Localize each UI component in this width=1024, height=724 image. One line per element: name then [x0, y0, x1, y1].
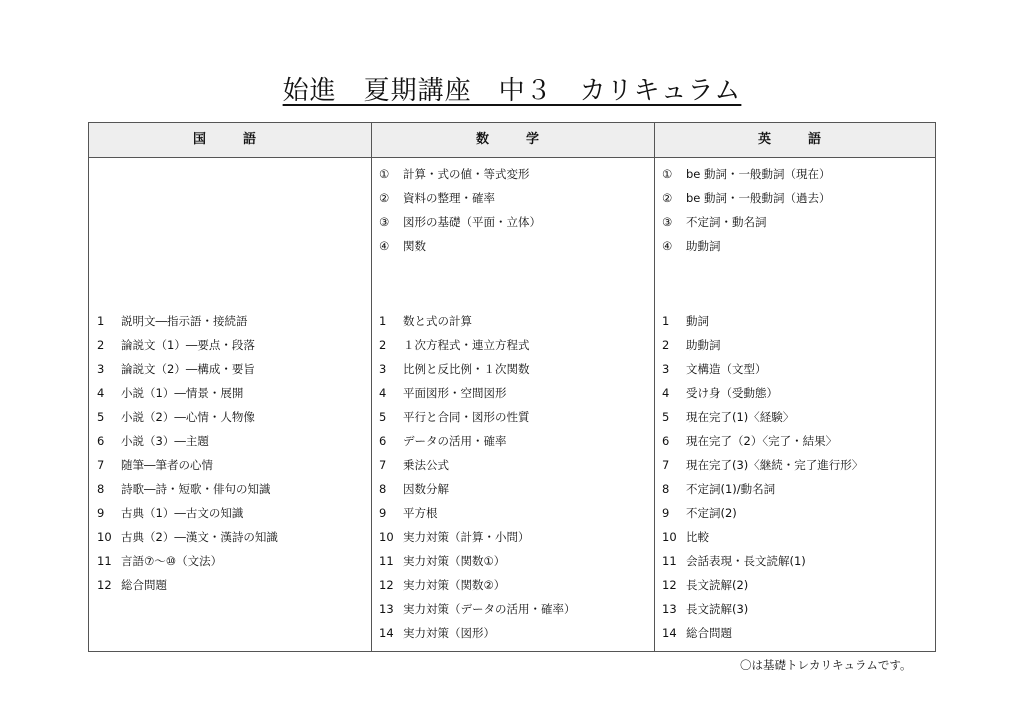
item-text: 総合問題 — [686, 626, 732, 640]
math-basic-item — [379, 186, 495, 210]
item-number: 13 — [662, 602, 677, 616]
item-text: 平行と合同・図形の性質 — [403, 410, 530, 424]
item-text: 因数分解 — [403, 482, 449, 496]
math-basic-item — [379, 234, 426, 258]
item-number: ② — [379, 191, 390, 205]
english-unit-item — [662, 597, 748, 621]
item-number: ② — [662, 191, 673, 205]
item-text: 計算・式の値・等式変形 — [403, 167, 530, 181]
item-number: 3 — [97, 362, 105, 376]
math-unit-item — [379, 453, 449, 477]
item-text: 会話表現・長文読解(1) — [686, 554, 806, 568]
english-unit-item — [662, 525, 709, 549]
japanese-unit-item — [97, 405, 255, 429]
item-text: 実力対策（データの活用・確率） — [403, 602, 576, 616]
item-number: ① — [662, 167, 673, 181]
english-basic-item — [662, 162, 831, 186]
item-number: 1 — [97, 314, 105, 328]
page-title: 始進 夏期講座 中３ カリキュラム — [282, 76, 742, 106]
item-number: 14 — [662, 626, 677, 640]
item-number: 3 — [662, 362, 670, 376]
japanese-unit-item — [97, 333, 255, 357]
item-number: 10 — [379, 530, 394, 544]
item-text: 実力対策（計算・小問） — [403, 530, 530, 544]
item-number: ③ — [379, 215, 390, 229]
japanese-unit-item — [97, 357, 255, 381]
item-number: 12 — [662, 578, 677, 592]
item-text: 総合問題 — [121, 578, 167, 592]
item-number: 9 — [379, 506, 387, 520]
item-text: 文構造（文型） — [686, 362, 767, 376]
item-text: 比較 — [686, 530, 709, 544]
item-number: 4 — [662, 386, 670, 400]
item-number: ③ — [662, 215, 673, 229]
math-unit-item — [379, 621, 495, 645]
item-number: 1 — [662, 314, 670, 328]
item-number: 9 — [662, 506, 670, 520]
item-number: 10 — [97, 530, 112, 544]
math-unit-item — [379, 309, 472, 333]
item-number: ④ — [662, 239, 673, 253]
item-number: 11 — [97, 554, 112, 568]
item-number: 13 — [379, 602, 394, 616]
item-text: 不定詞(1)/動名詞 — [686, 482, 776, 496]
math-unit-item — [379, 597, 576, 621]
footnote: 〇は基礎トレカリキュラムです。 — [740, 658, 912, 672]
item-text: １次方程式・連立方程式 — [403, 338, 530, 352]
english-basic-item — [662, 234, 721, 258]
item-number: 6 — [662, 434, 670, 448]
item-text: 現在完了(3)〈継続・完了進行形〉 — [686, 458, 864, 472]
japanese-unit-item — [97, 549, 222, 573]
item-number: 7 — [379, 458, 387, 472]
item-number: 6 — [379, 434, 387, 448]
item-text: 小説（2）―心情・人物像 — [121, 410, 255, 424]
item-text: 助動詞 — [686, 338, 721, 352]
item-number: 11 — [379, 554, 394, 568]
item-number: 12 — [379, 578, 394, 592]
english-unit-item — [662, 405, 794, 429]
column-divider — [654, 123, 655, 651]
item-text: be 動詞・一般動詞（過去） — [686, 191, 831, 205]
english-basic-item — [662, 210, 767, 234]
item-number: 3 — [379, 362, 387, 376]
english-unit-item — [662, 549, 806, 573]
math-unit-item — [379, 381, 507, 405]
english-unit-item — [662, 621, 732, 645]
japanese-unit-item — [97, 525, 278, 549]
item-text: 古典（2）―漢文・漢詩の知識 — [121, 530, 278, 544]
item-text: 言語⑦～⑩（文法） — [121, 554, 223, 568]
japanese-unit-item — [97, 309, 248, 333]
item-number: 8 — [97, 482, 105, 496]
math-unit-item — [379, 357, 530, 381]
item-number: 10 — [662, 530, 677, 544]
item-number: 12 — [97, 578, 112, 592]
item-number: 6 — [97, 434, 105, 448]
item-number: 7 — [97, 458, 105, 472]
math-unit-item — [379, 405, 530, 429]
english-unit-item — [662, 501, 737, 525]
column-divider — [371, 123, 372, 651]
item-number: 8 — [662, 482, 670, 496]
english-basic-item — [662, 186, 831, 210]
japanese-unit-item — [97, 381, 243, 405]
item-text: 現在完了（2）〈完了・結果〉 — [686, 434, 838, 448]
item-text: 関数 — [403, 239, 426, 253]
math-basic-item — [379, 162, 530, 186]
math-unit-item — [379, 525, 530, 549]
item-text: 詩歌―詩・短歌・俳句の知識 — [121, 482, 271, 496]
header-japanese: 国 語 — [192, 132, 268, 147]
math-basic-item — [379, 210, 541, 234]
japanese-unit-item — [97, 429, 209, 453]
item-text: 不定詞・動名詞 — [686, 215, 767, 229]
item-number: 8 — [379, 482, 387, 496]
item-text: 長文読解(3) — [686, 602, 749, 616]
table-header — [89, 123, 935, 158]
item-text: 動詞 — [686, 314, 709, 328]
item-text: 助動詞 — [686, 239, 721, 253]
math-unit-item — [379, 333, 530, 357]
item-number: 5 — [97, 410, 105, 424]
item-text: 論説文（1）―要点・段落 — [121, 338, 255, 352]
japanese-unit-item — [97, 501, 243, 525]
item-text: 小説（1）―情景・展開 — [121, 386, 244, 400]
item-number: 5 — [379, 410, 387, 424]
english-unit-item — [662, 429, 837, 453]
item-number: 9 — [97, 506, 105, 520]
curriculum-table — [88, 122, 936, 652]
item-text: 平方根 — [403, 506, 438, 520]
item-number: 4 — [379, 386, 387, 400]
item-text: 現在完了(1)〈経験〉 — [686, 410, 795, 424]
item-text: 受け身（受動態） — [686, 386, 778, 400]
item-text: 説明文―指示語・接続語 — [121, 314, 248, 328]
item-number: 11 — [662, 554, 677, 568]
item-text: 不定詞(2) — [686, 506, 737, 520]
item-number: 2 — [662, 338, 670, 352]
item-text: 論説文（2）―構成・要旨 — [121, 362, 255, 376]
english-unit-item — [662, 573, 748, 597]
header-math: 数 学 — [475, 132, 551, 147]
item-text: 実力対策（関数①） — [403, 554, 506, 568]
english-unit-item — [662, 381, 778, 405]
english-unit-item — [662, 309, 709, 333]
english-unit-item — [662, 333, 721, 357]
item-number: ④ — [379, 239, 390, 253]
item-text: 実力対策（関数②） — [403, 578, 506, 592]
item-text: 実力対策（図形） — [403, 626, 495, 640]
item-number: 14 — [379, 626, 394, 640]
math-unit-item — [379, 549, 505, 573]
item-text: 長文読解(2) — [686, 578, 749, 592]
item-text: データの活用・確率 — [403, 434, 507, 448]
item-text: be 動詞・一般動詞（現在） — [686, 167, 831, 181]
item-number: ① — [379, 167, 390, 181]
math-unit-item — [379, 477, 449, 501]
japanese-unit-item — [97, 573, 167, 597]
item-number: 1 — [379, 314, 387, 328]
item-text: 図形の基礎（平面・立体） — [403, 215, 541, 229]
english-unit-item — [662, 357, 767, 381]
item-text: 随筆―筆者の心情 — [121, 458, 213, 472]
english-unit-item — [662, 477, 775, 501]
item-text: 乗法公式 — [403, 458, 449, 472]
japanese-unit-item — [97, 477, 271, 501]
item-number: 5 — [662, 410, 670, 424]
math-unit-item — [379, 429, 507, 453]
item-number: 7 — [662, 458, 670, 472]
math-unit-item — [379, 573, 505, 597]
item-text: 数と式の計算 — [403, 314, 472, 328]
item-text: 資料の整理・確率 — [403, 191, 495, 205]
math-unit-item — [379, 501, 438, 525]
header-english: 英 語 — [757, 132, 833, 147]
english-unit-item — [662, 453, 863, 477]
item-text: 小説（3）―主題 — [121, 434, 209, 448]
japanese-unit-item — [97, 453, 213, 477]
item-text: 平面図形・空間図形 — [403, 386, 507, 400]
item-number: 2 — [97, 338, 105, 352]
item-text: 比例と反比例・１次関数 — [403, 362, 530, 376]
item-number: 4 — [97, 386, 105, 400]
item-text: 古典（1）―古文の知識 — [121, 506, 244, 520]
item-number: 2 — [379, 338, 387, 352]
